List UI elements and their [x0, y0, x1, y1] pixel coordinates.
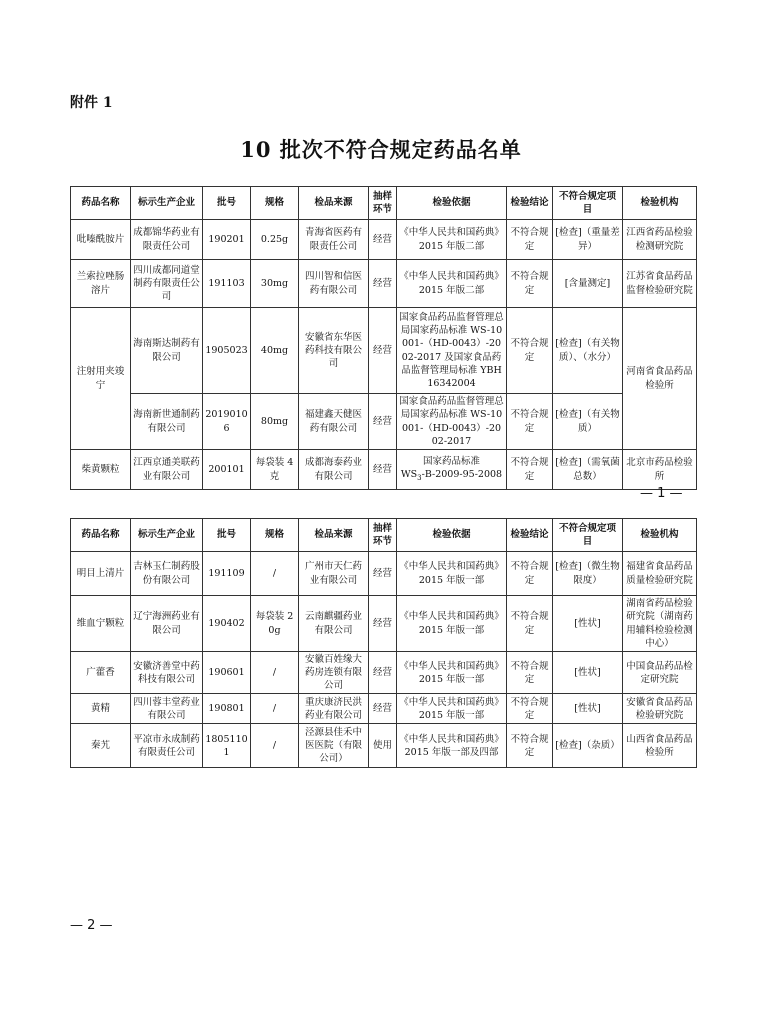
cell-spec: 30mg	[251, 260, 299, 308]
table-row	[71, 220, 697, 260]
cell-items: [含量测定]	[553, 260, 623, 308]
col-header-source: 检品来源	[299, 519, 369, 552]
cell-manufacturer: 安徽济善堂中药科技有限公司	[131, 652, 203, 694]
col-header-basis: 检验依据	[397, 519, 507, 552]
cell-result: 不符合规定	[507, 220, 553, 260]
cell-batch: 191103	[203, 260, 251, 308]
cell-items: [检查]（有关物质）、（水分）	[553, 308, 623, 394]
col-header-stage: 抽样环节	[369, 519, 397, 552]
cell-batch: 190402	[203, 596, 251, 652]
cell-spec: 80mg	[251, 394, 299, 450]
cell-source: 安徽省东华医药科技有限公司	[299, 308, 369, 394]
cell-spec: 0.25g	[251, 220, 299, 260]
cell-drug-name: 黄精	[71, 694, 131, 724]
col-header-batch: 批号	[203, 519, 251, 552]
cell-stage: 经营	[369, 450, 397, 490]
basis-text: -B-2009-95-2008	[421, 469, 503, 481]
table-row	[71, 260, 697, 308]
table-row	[71, 394, 697, 450]
cell-source: 成都海泰药业有限公司	[299, 450, 369, 490]
cell-basis: 《中华人民共和国药典》2015 年版一部	[397, 652, 507, 694]
cell-result: 不符合规定	[507, 260, 553, 308]
cell-basis: 国家食品药品监督管理总局国家药品标准 WS-10001-（HD-0043）-2002-2017 及国家食品药品监督管理局标准 YBH16342004	[397, 308, 507, 394]
basis-subscript: 3	[417, 474, 422, 483]
col-header-spec: 规格	[251, 187, 299, 220]
cell-spec: /	[251, 652, 299, 694]
cell-batch: 200101	[203, 450, 251, 490]
col-header-basis: 检验依据	[397, 187, 507, 220]
cell-batch: 190801	[203, 694, 251, 724]
cell-drug-name: 吡嗪酰胺片	[71, 220, 131, 260]
cell-batch: 191109	[203, 552, 251, 596]
cell-basis: 《中华人民共和国药典》2015 年版一部及四部	[397, 724, 507, 768]
cell-spec: 每袋装 20g	[251, 596, 299, 652]
cell-result: 不符合规定	[507, 652, 553, 694]
cell-manufacturer: 海南新世通制药有限公司	[131, 394, 203, 450]
cell-basis: 《中华人民共和国药典》2015 年版二部	[397, 220, 507, 260]
cell-result: 不符合规定	[507, 552, 553, 596]
cell-result: 不符合规定	[507, 724, 553, 768]
cell-source: 四川智和信医药有限公司	[299, 260, 369, 308]
table-row	[71, 724, 697, 768]
cell-items: [检查]（重量差异）	[553, 220, 623, 260]
attachment-label: 附件 1	[70, 95, 113, 111]
cell-drug-name: 广藿香	[71, 652, 131, 694]
cell-agency: 江苏省食品药品监督检验研究院	[623, 260, 697, 308]
basis-text: 国家药品标准	[422, 456, 480, 468]
cell-result: 不符合规定	[507, 694, 553, 724]
cell-drug-name: 明目上清片	[71, 552, 131, 596]
cell-basis	[397, 450, 507, 490]
table-row	[71, 694, 697, 724]
cell-agency: 山西省食品药品检验所	[623, 724, 697, 768]
cell-manufacturer: 平凉市永成制药有限责任公司	[131, 724, 203, 768]
drug-table-page-1	[70, 186, 697, 490]
table-header-row	[71, 187, 697, 220]
cell-items: [性状]	[553, 596, 623, 652]
cell-manufacturer: 四川成都同道堂制药有限责任公司	[131, 260, 203, 308]
cell-batch: 20190106	[203, 394, 251, 450]
cell-manufacturer: 四川蓉丰堂药业有限公司	[131, 694, 203, 724]
table-row	[71, 652, 697, 694]
cell-items: [检查]（微生物限度）	[553, 552, 623, 596]
cell-agency: 福建省食品药品质量检验研究院	[623, 552, 697, 596]
cell-manufacturer: 吉林玉仁制药股份有限公司	[131, 552, 203, 596]
cell-manufacturer: 江西京通美联药业有限公司	[131, 450, 203, 490]
cell-agency: 中国食品药品检定研究院	[623, 652, 697, 694]
page-number: — 2 —	[70, 918, 113, 933]
cell-agency: 河南省食品药品检验所	[623, 308, 697, 450]
cell-stage: 经营	[369, 652, 397, 694]
basis-text: WS	[400, 469, 418, 481]
cell-stage: 使用	[369, 724, 397, 768]
cell-source: 安徽百姓缘大药房连锁有限公司	[299, 652, 369, 694]
cell-agency: 北京市药品检验所	[623, 450, 697, 490]
cell-stage: 经营	[369, 260, 397, 308]
cell-basis: 《中华人民共和国药典》2015 年版二部	[397, 260, 507, 308]
cell-stage: 经营	[369, 694, 397, 724]
cell-basis: 《中华人民共和国药典》2015 年版一部	[397, 552, 507, 596]
col-header-batch: 批号	[203, 187, 251, 220]
table-header-row	[71, 519, 697, 552]
cell-source: 青海省医药有限责任公司	[299, 220, 369, 260]
cell-drug-name: 柴黄颗粒	[71, 450, 131, 490]
cell-manufacturer: 辽宁海洲药业有限公司	[131, 596, 203, 652]
cell-manufacturer: 成都锦华药业有限责任公司	[131, 220, 203, 260]
cell-batch: 18051101	[203, 724, 251, 768]
cell-spec: /	[251, 694, 299, 724]
cell-items: [性状]	[553, 652, 623, 694]
cell-drug-name: 秦艽	[71, 724, 131, 768]
drug-table-page-2	[70, 518, 697, 768]
col-header-manufacturer: 标示生产企业	[131, 519, 203, 552]
cell-items: [检查]（需氧菌总数）	[553, 450, 623, 490]
cell-spec: 40mg	[251, 308, 299, 394]
cell-source: 福建鑫天健医药有限公司	[299, 394, 369, 450]
cell-result: 不符合规定	[507, 308, 553, 394]
page-number: — 1 —	[640, 486, 683, 501]
cell-batch: 190601	[203, 652, 251, 694]
cell-agency: 安徽省食品药品检验研究院	[623, 694, 697, 724]
col-header-agency: 检验机构	[623, 519, 697, 552]
cell-batch: 1905023	[203, 308, 251, 394]
col-header-result: 检验结论	[507, 519, 553, 552]
cell-stage: 经营	[369, 394, 397, 450]
table-row	[71, 308, 697, 394]
document-title: 10 批次不符合规定药品名单	[240, 137, 522, 162]
cell-drug-name: 注射用夹竣宁	[71, 308, 131, 450]
col-header-stage: 抽样环节	[369, 187, 397, 220]
cell-batch: 190201	[203, 220, 251, 260]
col-header-drug-name: 药品名称	[71, 519, 131, 552]
cell-spec: 每袋装 4 克	[251, 450, 299, 490]
cell-basis: 《中华人民共和国药典》2015 年版一部	[397, 596, 507, 652]
cell-result: 不符合规定	[507, 596, 553, 652]
col-header-source: 检品来源	[299, 187, 369, 220]
cell-basis: 《中华人民共和国药典》2015 年版一部	[397, 694, 507, 724]
cell-drug-name: 维血宁颗粒	[71, 596, 131, 652]
cell-agency: 湖南省药品检验研究院（湖南药用辅料检验检测中心）	[623, 596, 697, 652]
col-header-spec: 规格	[251, 519, 299, 552]
cell-items: [检查]（杂质）	[553, 724, 623, 768]
cell-source: 重庆康济民洪药业有限公司	[299, 694, 369, 724]
cell-manufacturer: 海南斯达制药有限公司	[131, 308, 203, 394]
col-header-items: 不符合规定项目	[553, 187, 623, 220]
cell-spec: /	[251, 724, 299, 768]
cell-source: 广州市天仁药业有限公司	[299, 552, 369, 596]
cell-source: 泾源县佳禾中医医院（有限公司）	[299, 724, 369, 768]
col-header-drug-name: 药品名称	[71, 187, 131, 220]
cell-result: 不符合规定	[507, 394, 553, 450]
cell-source: 云南麒疆药业有限公司	[299, 596, 369, 652]
cell-spec: /	[251, 552, 299, 596]
cell-items: [性状]	[553, 694, 623, 724]
cell-drug-name: 兰索拉唑肠溶片	[71, 260, 131, 308]
table-row	[71, 450, 697, 490]
cell-result: 不符合规定	[507, 450, 553, 490]
cell-agency: 江西省药品检验检测研究院	[623, 220, 697, 260]
cell-items: [检查]（有关物质）	[553, 394, 623, 450]
cell-stage: 经营	[369, 220, 397, 260]
table-row	[71, 552, 697, 596]
cell-stage: 经营	[369, 596, 397, 652]
cell-stage: 经营	[369, 552, 397, 596]
col-header-items: 不符合规定项目	[553, 519, 623, 552]
col-header-agency: 检验机构	[623, 187, 697, 220]
col-header-result: 检验结论	[507, 187, 553, 220]
cell-basis: 国家食品药品监督管理总局国家药品标准 WS-10001-（HD-0043）-2002-2017	[397, 394, 507, 450]
col-header-manufacturer: 标示生产企业	[131, 187, 203, 220]
table-row	[71, 596, 697, 652]
cell-stage: 经营	[369, 308, 397, 394]
